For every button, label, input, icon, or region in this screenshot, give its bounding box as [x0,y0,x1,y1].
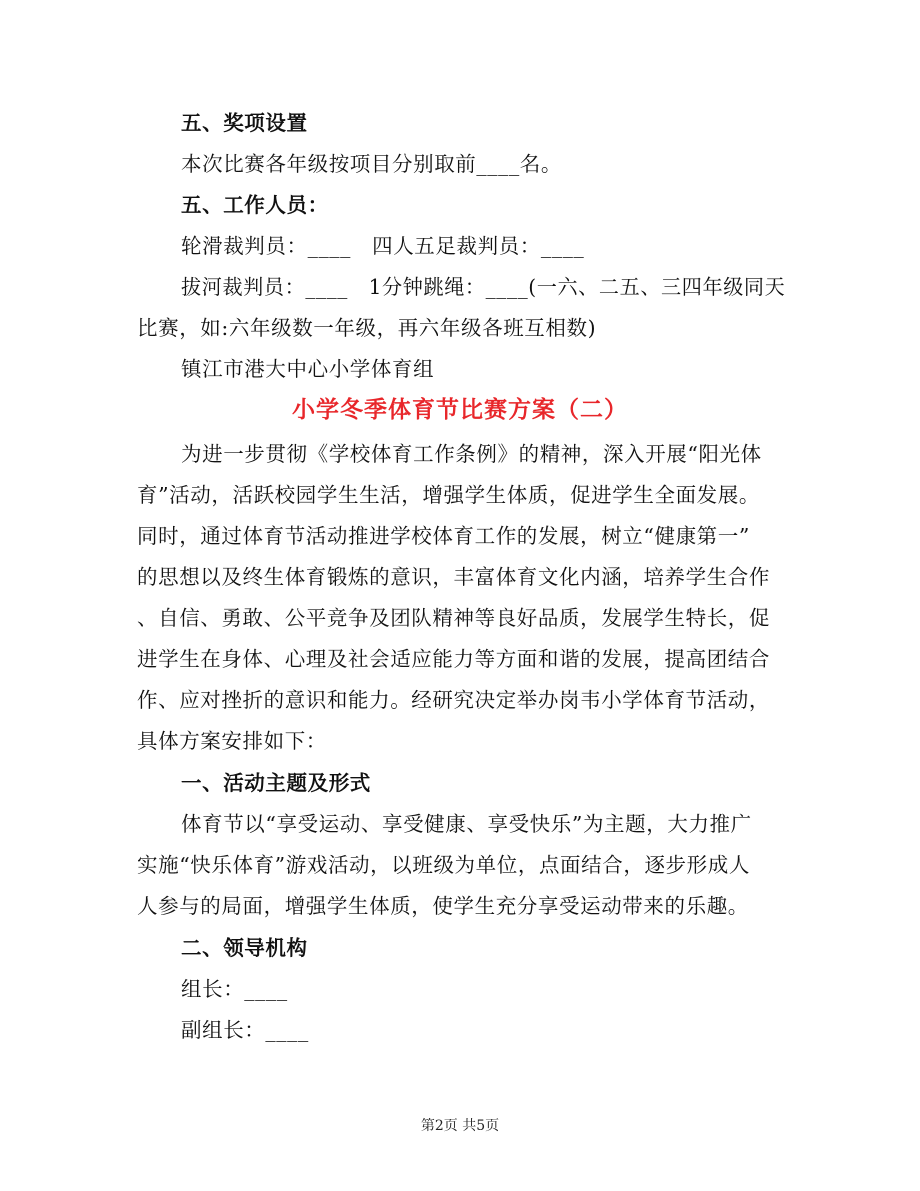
page-number: 第2页 共5页 [420,1118,500,1134]
signature-line: 镇江市港大中心小学体育组 [181,357,435,381]
intro-line-7: 作、应对挫折的意识和能力。经研究决定举办岗韦小学体育节活动， [137,688,770,712]
intro-line-5: 、自信、勇敢、公平竞争及团队精神等良好品质，发展学生特长，促 [137,606,770,630]
intro-line-3: 同时，通过体育节活动推进学校体育工作的发展，树立“健康第一” [137,524,750,548]
intro-line-1: 为进一步贯彻《学校体育工作条例》的精神，深入开展“阳光体 [181,442,762,466]
leader-line: 组长：____ [181,977,288,1001]
section-heading-leadership: 二、领导机构 [181,936,308,960]
intro-line-4: 的思想以及终生体育锻炼的意识，丰富体育文化内涵，培养学生合作 [137,565,770,589]
intro-line-8: 具体方案安排如下： [137,729,327,753]
deputy-leader-line: 副组长：____ [181,1018,309,1042]
staff-line-1: 轮滑裁判员：____ 四人五足裁判员：____ [181,234,585,258]
theme-line-3: 人参与的局面，增强学生体质，使学生充分享受运动带来的乐趣。 [137,894,749,918]
section-heading-theme: 一、活动主题及形式 [181,771,371,795]
intro-line-6: 进学生在身体、心理及社会适应能力等方面和谐的发展，提高团结合 [137,647,770,671]
theme-line-1: 体育节以“享受运动、享受健康、享受快乐”为主题，大力推广 [181,812,752,836]
intro-line-2: 育”活动，活跃校园学生生活，增强学生体质，促进学生全面发展。 [137,483,760,507]
document-title: 小学冬季体育节比赛方案（二） [292,397,628,423]
staff-line-2: 拔河裁判员：____ 1分钟跳绳：____(一六、二五、三四年级同天 [181,275,786,299]
theme-line-2: 实施“快乐体育”游戏活动，以班级为单位，点面结合，逐步形成人 [137,853,750,877]
section-heading-staff: 五、工作人员： [181,193,329,217]
staff-line-3: 比赛，如:六年级数一年级，再六年级各班互相数) [137,316,597,340]
awards-text: 本次比赛各年级按项目分别取前____名。 [181,152,562,176]
section-heading-awards: 五、奖项设置 [181,111,308,135]
